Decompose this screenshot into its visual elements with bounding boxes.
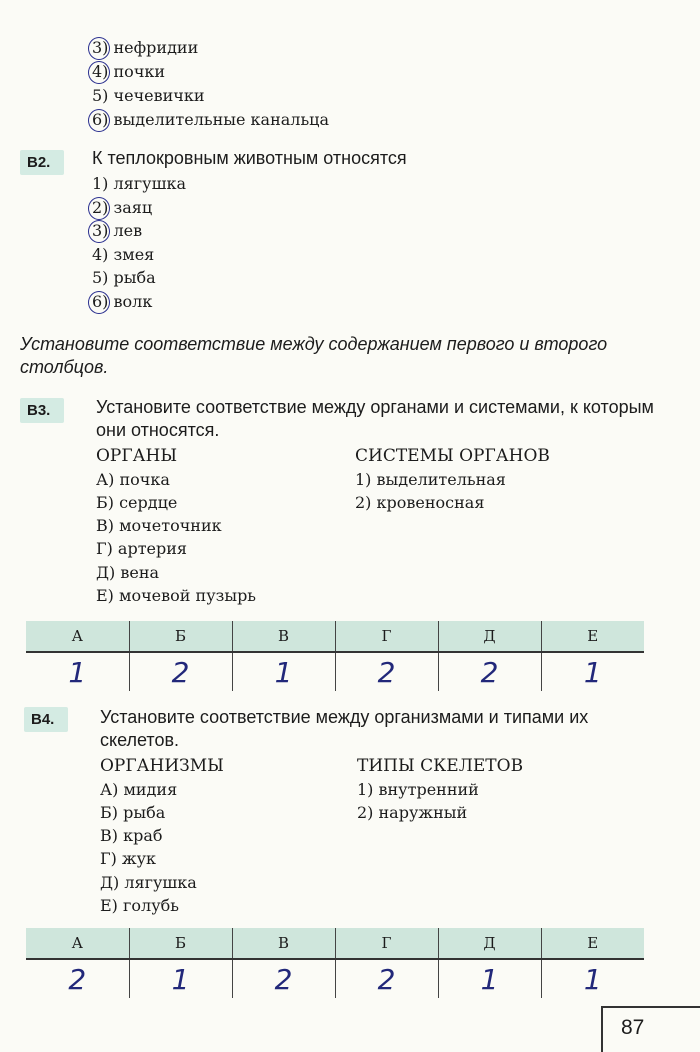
b4-left-item: Е) голубь [100,896,179,915]
question-text-b3: Установите соответствие между органами и системами, к которым они относятся. [96,397,654,440]
handwritten-answer: 1 [438,959,541,998]
answer-column-header: Д [438,621,541,652]
answer-column-header: Е [541,621,644,652]
b2-option-1 [92,174,186,194]
circled-answer-mark: 4) [92,62,109,81]
b3-left-item: Д) вена [96,563,160,582]
b4-left-item: Б) рыба [100,803,166,822]
question-label-b4: В4. [24,707,68,732]
answer-column-header: Г [335,928,438,959]
answer-column-header: А [26,621,129,652]
answer-table-row [26,652,644,691]
handwritten-answer: 2 [438,652,541,691]
answer-column-header: А [26,928,129,959]
b2-option-3 [92,221,142,241]
handwritten-answer: 2 [68,962,87,996]
b4-left-header: ОРГАНИЗМЫ [100,756,224,776]
handwritten-answer: 1 [68,655,87,689]
handwritten-answer: 1 [232,652,335,691]
question-label-b2: В2. [20,150,64,175]
b1-option-4 [92,62,165,82]
answer-column-header: В [232,621,335,652]
b4-left-item: Г) жук [100,849,157,868]
handwritten-answer: 2 [335,652,438,691]
b4-right-item: 2) наружный [357,803,468,822]
option-text: заяц [113,198,153,217]
option-text: лягушка [113,174,186,193]
b3-left-item: Б) сердце [96,493,178,512]
option-text: чечевички [113,86,205,105]
answer-column-header: Г [335,621,438,652]
option-text: лев [113,221,143,240]
b3-left-item: Е) мочевой пузырь [96,586,257,605]
option-number: 4) [92,245,109,264]
b2-option-2 [92,198,152,218]
b2-option-6 [92,292,152,312]
circled-answer-mark: 6) [92,110,109,129]
circled-answer-mark: 2) [92,198,109,217]
b1-option-3 [92,38,198,58]
option-number: 5) [92,268,109,287]
b3-left-header: ОРГАНЫ [96,446,178,466]
handwritten-answer: 2 [335,959,438,998]
handwritten-answer: 1 [541,959,644,998]
circled-answer-mark: 6) [92,292,109,311]
handwritten-answer: 2 [129,652,232,691]
b1-option-5 [92,86,205,106]
answer-column-header: В [232,928,335,959]
circled-answer-mark: 3) [92,221,109,240]
option-text: выделительные канальца [113,110,329,129]
answer-table-header-row [26,928,644,959]
question-text-b4: Установите соответствие между организмами и типами их скелетов. [100,707,589,750]
b4-left-item: А) мидия [100,780,178,799]
option-text: рыба [113,268,156,287]
b1-option-6 [92,110,329,130]
b3-right-item: 2) кровеносная [355,493,485,512]
option-text: волк [113,292,153,311]
b3-right-item: 1) выделительная [355,470,506,489]
b4-right-item: 1) внутренний [357,780,479,799]
option-text: почки [113,62,166,81]
b3-right-header: СИСТЕМЫ ОРГАНОВ [355,446,550,466]
b4-left-item: Д) лягушка [100,873,197,892]
b4-left-item: В) краб [100,826,163,845]
answer-column-header: Б [129,928,232,959]
b3-left-item: Г) артерия [96,539,188,558]
answer-table-row [26,959,644,998]
b3-answer-table [26,621,644,691]
answer-column-header: Д [438,928,541,959]
b2-option-5 [92,268,156,288]
section-instruction: Установите соответствие между содержанием первого и второго столбцов. [20,334,608,377]
b3-left-item: В) мочеточник [96,516,222,535]
option-number: 1) [92,174,109,193]
handwritten-answer: 2 [232,959,335,998]
answer-table-header-row [26,621,644,652]
handwritten-answer: 1 [541,652,644,691]
option-number: 5) [92,86,109,105]
circled-answer-mark: 3) [92,38,109,57]
b4-right-header: ТИПЫ СКЕЛЕТОВ [357,756,524,776]
option-text: змея [113,245,155,264]
question-text-b2: К теплокровным животным относятся [92,148,407,168]
answer-column-header: Б [129,621,232,652]
answer-column-header: Е [541,928,644,959]
question-label-b3: В3. [20,398,64,423]
b4-answer-table [26,928,644,998]
page-number: 87 [601,1006,700,1052]
handwritten-answer: 1 [129,959,232,998]
b3-left-item: А) почка [96,470,170,489]
option-text: нефридии [113,38,199,57]
b2-option-4 [92,245,154,265]
